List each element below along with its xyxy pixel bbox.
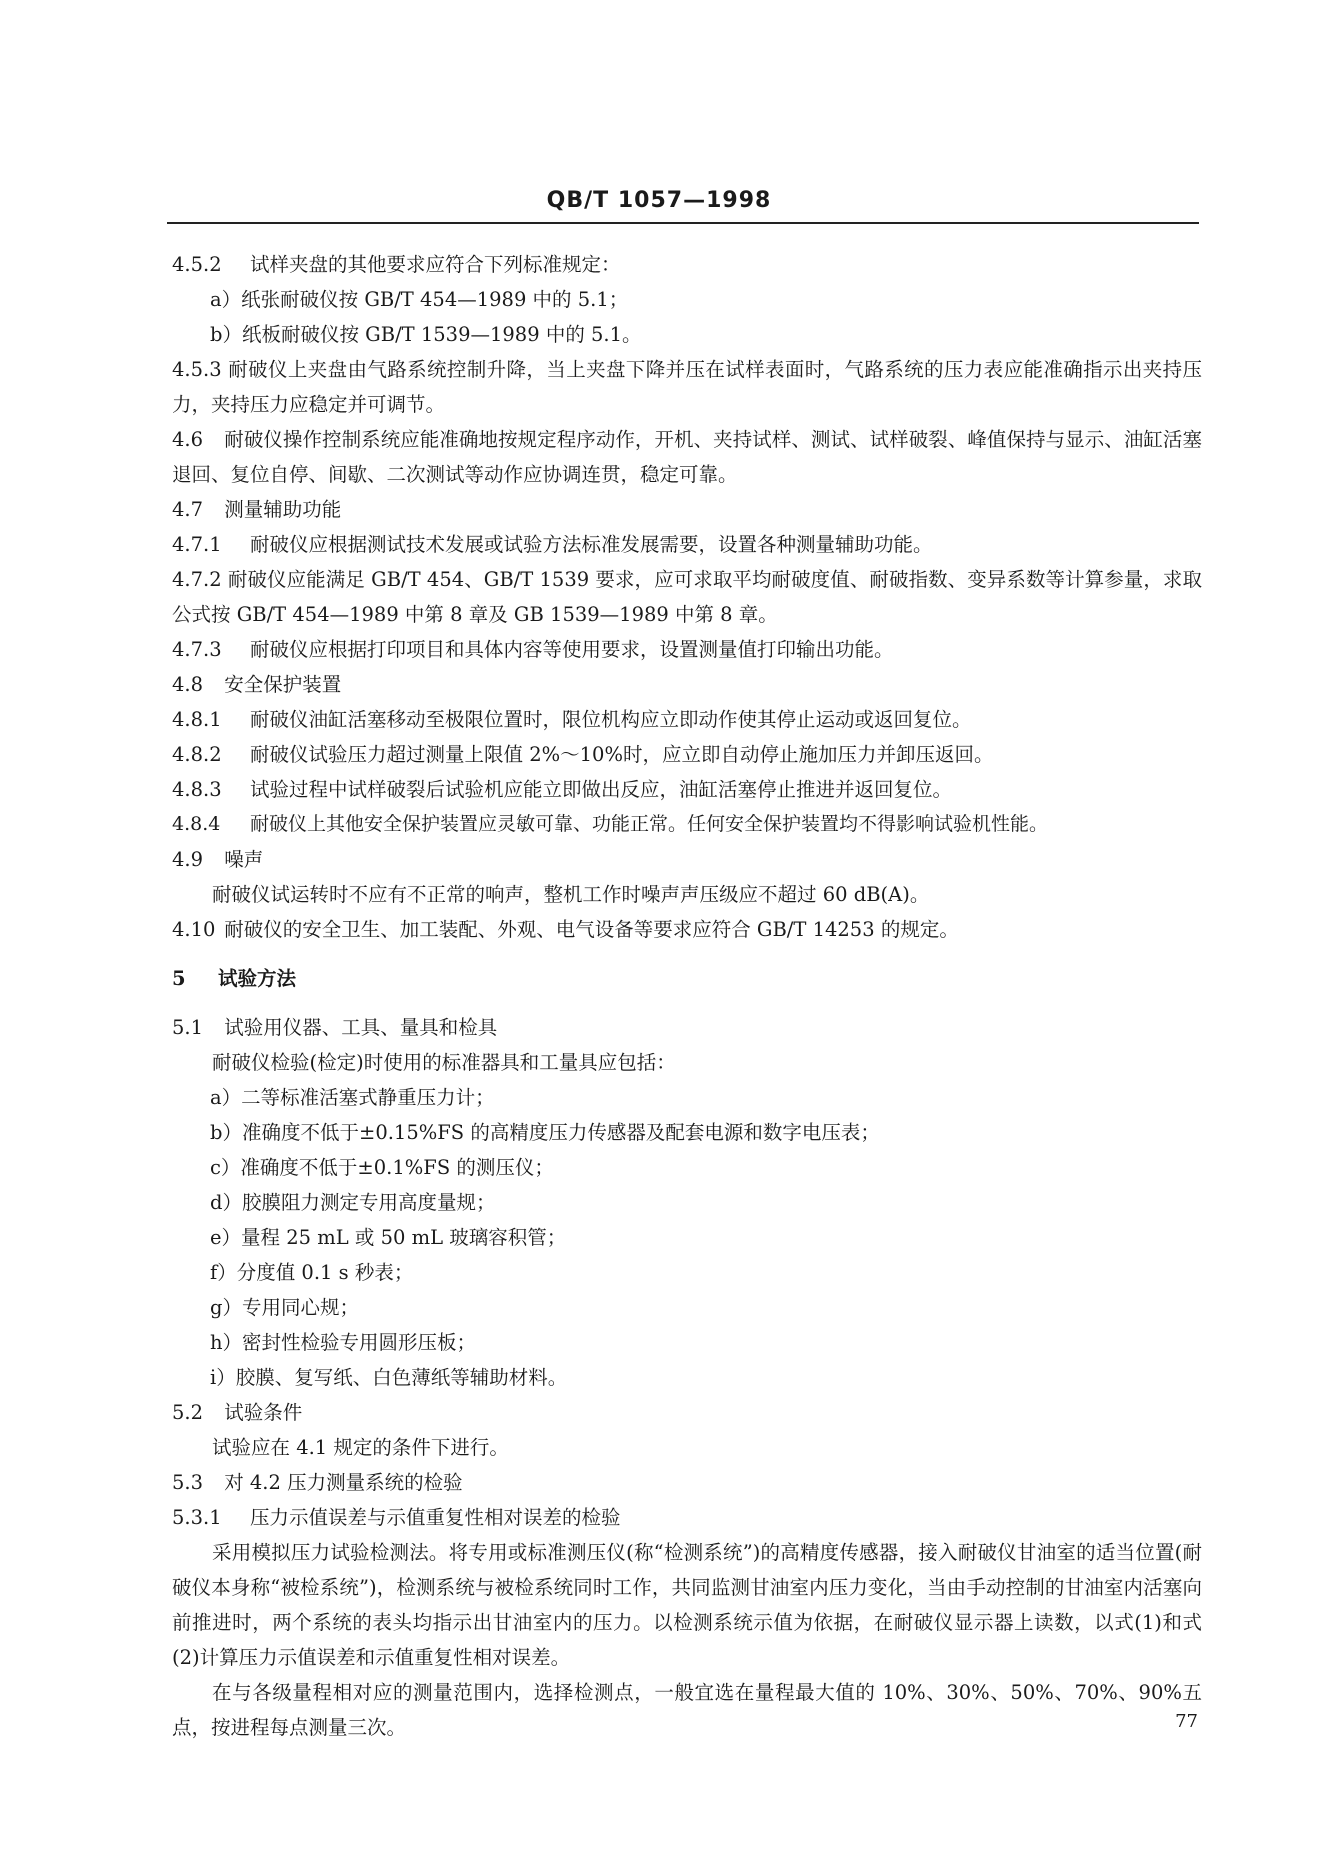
clause-4-8-2 <box>172 737 1202 772</box>
clause-number: 4.7 <box>172 498 204 521</box>
clause-number: 4.7.1 <box>172 533 222 556</box>
clause-number: 4.5.2 <box>172 253 222 276</box>
list-item: a）二等标准活塞式静重压力计； <box>210 1086 495 1109</box>
clause-4-7-1 <box>172 527 1202 562</box>
list-item: f）分度值 0.1 s 秒表； <box>210 1261 414 1284</box>
clause-5-1 <box>172 1010 1202 1045</box>
clause-4-6 <box>172 422 1202 492</box>
clause-number: 4.10 <box>172 918 216 941</box>
clause-text: 试样夹盘的其他要求应符合下列标准规定： <box>250 253 621 276</box>
clause-text: 耐破仪上夹盘由气路系统控制升降，当上夹盘下降并压在试样表面时，气路系统的压力表应能准确指示出夹持压力，夹持压力应稳定并可调节。 <box>172 358 1202 416</box>
clause-5-3 <box>172 1465 1202 1500</box>
list-item: a）纸张耐破仪按 GB/T 454—1989 中的 5.1； <box>210 288 629 311</box>
clause-number: 4.9 <box>172 848 204 871</box>
clause-5-2 <box>172 1395 1202 1430</box>
clause-text: 耐破仪上其他安全保护装置应灵敏可靠、功能正常。任何安全保护装置均不得影响试验机性能。 <box>250 813 1049 835</box>
clause-text: 试验用仪器、工具、量具和检具 <box>224 1016 498 1039</box>
clause-text: 噪声 <box>224 848 264 871</box>
list-item: h）密封性检验专用圆形压板； <box>210 1331 477 1354</box>
paragraph: 耐破仪试运转时不应有不正常的响声，整机工作时噪声声压级应不超过 60 dB(A)。 <box>212 883 930 906</box>
section-title: 试验方法 <box>218 967 297 990</box>
clause-text: 压力示值误差与示值重复性相对误差的检验 <box>250 1506 621 1529</box>
paragraph: 耐破仪检验(检定)时使用的标准器具和工量具应包括： <box>212 1051 676 1074</box>
clause-text: 耐破仪操作控制系统应能准确地按规定程序动作，开机、夹持试样、测试、试样破裂、峰值保持与显示、油缸活塞退回、复位自停、间歇、二次测试等动作应协调连贯，稳定可靠。 <box>172 428 1202 486</box>
clause-text: 耐破仪的安全卫生、加工装配、外观、电气设备等要求应符合 GB/T 14253 的规定。 <box>224 918 959 941</box>
clause-4-9 <box>172 842 1202 877</box>
clause-number: 4.8.3 <box>172 778 222 801</box>
list-item: c）准确度不低于±0.1%FS 的测压仪； <box>210 1156 554 1179</box>
list-item: b）准确度不低于±0.15%FS 的高精度压力传感器及配套电源和数字电压表； <box>210 1121 880 1144</box>
clause-text: 对 4.2 压力测量系统的检验 <box>224 1471 463 1494</box>
section-heading-5 <box>172 961 1202 996</box>
clause-4-5-2 <box>172 247 1202 282</box>
clause-4-8-3 <box>172 772 1202 807</box>
clause-number: 4.8.2 <box>172 743 222 766</box>
clause-text: 耐破仪应根据打印项目和具体内容等使用要求，设置测量值打印输出功能。 <box>250 638 894 661</box>
clause-number: 5.2 <box>172 1401 204 1424</box>
document-body <box>172 247 1202 1745</box>
document-header: QB/T 1057—1998 <box>546 188 772 213</box>
clause-4-5-3 <box>172 352 1202 422</box>
clause-number: 5.1 <box>172 1016 204 1039</box>
clause-text: 安全保护装置 <box>224 673 342 696</box>
section-number: 5 <box>172 967 186 990</box>
clause-text: 耐破仪油缸活塞移动至极限位置时，限位机构应立即动作使其停止运动或返回复位。 <box>250 708 972 731</box>
clause-text: 耐破仪应能满足 GB/T 454、GB/T 1539 要求，应可求取平均耐破度值、耐破指数、变异系数等计算参量，求取公式按 GB/T 454—1989 中第 8 章及 GB 1539—1989 中第 8 章。 <box>172 568 1203 626</box>
clause-text: 耐破仪试验压力超过测量上限值 2%～10%时，应立即自动停止施加压力并卸压返回。 <box>250 743 994 766</box>
list-item: b）纸板耐破仪按 GB/T 1539—1989 中的 5.1。 <box>210 323 642 346</box>
clause-5-3-1 <box>172 1500 1202 1535</box>
paragraph: 采用模拟压力试验检测法。将专用或标准测压仪(称“检测系统”)的高精度传感器，接入耐破仪甘油室的适当位置(耐破仪本身称“被检系统”)，检测系统与被检系统同时工作，共同监测甘油室内压力变化，当由手动控制的甘油室内活塞向前推进时，两个系统的表头均指示出甘油室内的压力。以检测系统示值为依据，在耐破仪显示器上读数，以式(1)和式(2)计算压力示值误差和示值重复性相对误差。 <box>172 1541 1202 1669</box>
clause-number: 5.3.1 <box>172 1506 222 1529</box>
clause-number: 4.5.3 <box>172 358 222 381</box>
header-rule <box>167 222 1199 224</box>
clause-number: 4.8 <box>172 673 204 696</box>
clause-number: 4.8.1 <box>172 708 222 731</box>
clause-4-7 <box>172 492 1202 527</box>
paragraph: 在与各级量程相对应的测量范围内，选择检测点，一般宜选在量程最大值的 10%、30%、50%、70%、90%五点，按进程每点测量三次。 <box>172 1681 1202 1739</box>
clause-4-7-2 <box>172 562 1202 632</box>
list-item: d）胶膜阻力测定专用高度量规； <box>210 1191 496 1214</box>
clause-4-8-1 <box>172 702 1202 737</box>
clause-4-7-3 <box>172 632 1202 667</box>
clause-text: 试验条件 <box>224 1401 303 1424</box>
clause-4-10 <box>172 912 1202 947</box>
clause-4-8-4 <box>172 807 1202 842</box>
clause-number: 5.3 <box>172 1471 204 1494</box>
list-item: e）量程 25 mL 或 50 mL 玻璃容积管； <box>210 1226 567 1249</box>
paragraph: 试验应在 4.1 规定的条件下进行。 <box>212 1436 509 1459</box>
clause-number: 4.7.3 <box>172 638 222 661</box>
page-number: 77 <box>1175 1711 1198 1732</box>
clause-number: 4.6 <box>172 428 204 451</box>
clause-text: 试验过程中试样破裂后试验机应能立即做出反应，油缸活塞停止推进并返回复位。 <box>250 778 953 801</box>
clause-4-8 <box>172 667 1202 702</box>
clause-number: 4.8.4 <box>172 813 221 835</box>
clause-number: 4.7.2 <box>172 568 222 591</box>
clause-text: 耐破仪应根据测试技术发展或试验方法标准发展需要，设置各种测量辅助功能。 <box>250 533 933 556</box>
list-item: g）专用同心规； <box>210 1296 359 1319</box>
list-item: i）胶膜、复写纸、白色薄纸等辅助材料。 <box>210 1366 568 1389</box>
clause-text: 测量辅助功能 <box>224 498 342 521</box>
